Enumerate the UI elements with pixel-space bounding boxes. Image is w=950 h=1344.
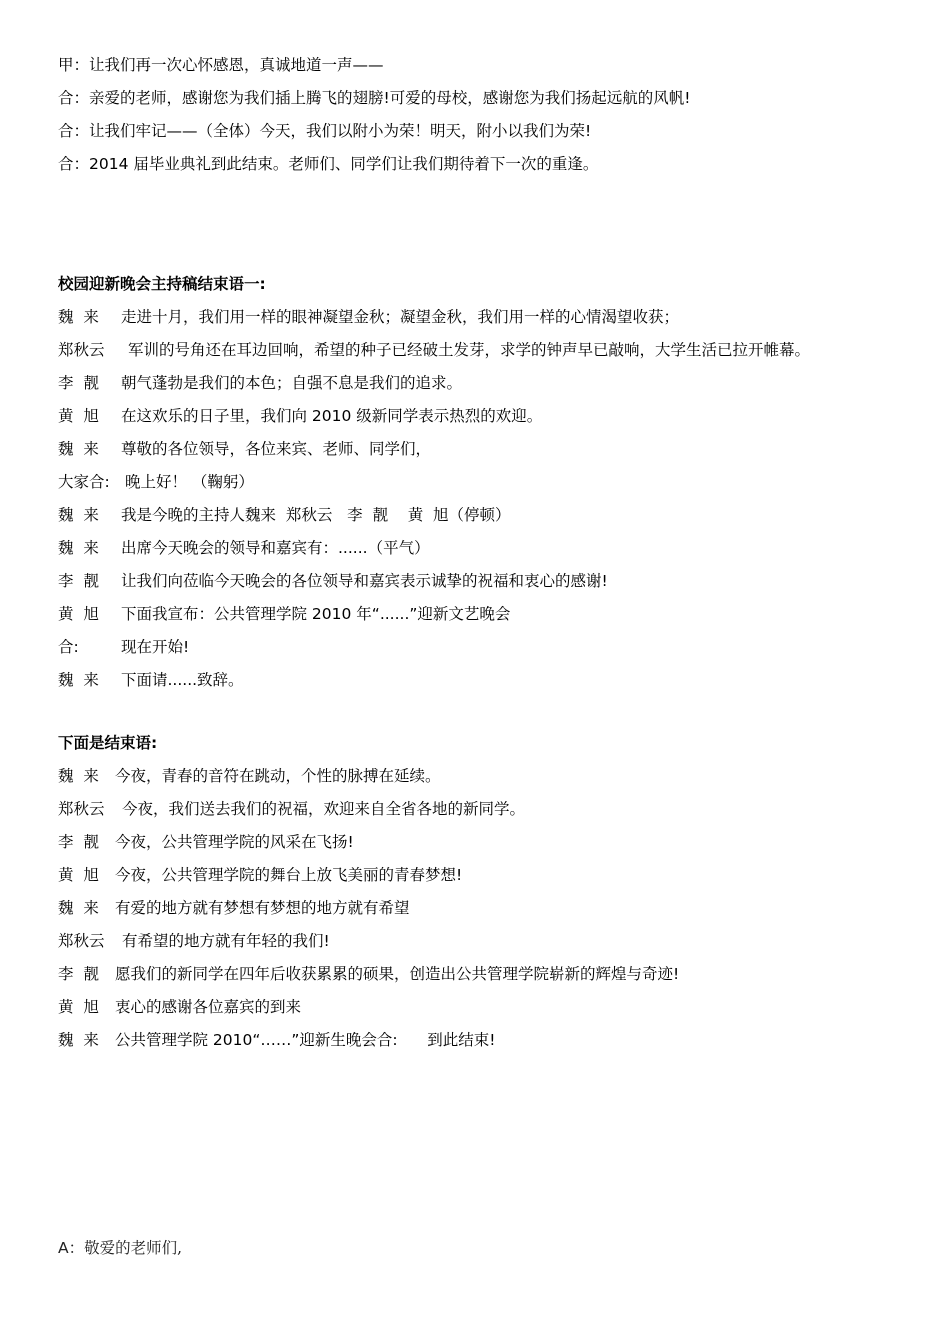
speaker-name: 魏 来 <box>58 671 99 689</box>
text-line: 合：让我们牢记——（全体）今天，我们以附小为荣！明天，附小以我们为荣! <box>58 122 592 140</box>
dialogue-line <box>58 571 608 591</box>
closing-line <box>58 1238 182 1258</box>
dialogue-text: 让我们向莅临今天晚会的各位领导和嘉宾表示诚挚的祝福和衷心的感谢! <box>121 572 608 590</box>
dialogue-line <box>58 670 244 690</box>
speaker-name: 魏 来 <box>58 440 99 458</box>
dialogue-text: 在这欢乐的日子里，我们向 2010 级新同学表示热烈的欢迎。 <box>121 407 543 425</box>
dialogue-text: 尊敬的各位领导，各位来宾、老师、同学们， <box>121 440 432 458</box>
speaker-name: 郑秋云 <box>58 800 105 818</box>
dialogue-line <box>58 439 431 459</box>
section-heading: 校园迎新晚会主持稿结束语一: <box>58 275 266 293</box>
dialogue-text: 下面请......致辞。 <box>121 671 244 689</box>
text-line: 合：2014 届毕业典礼到此结束。老师们、同学们让我们期待着下一次的重逢。 <box>58 155 599 173</box>
dialogue-line <box>58 898 410 918</box>
speaker-name: 魏 来 <box>58 539 99 557</box>
line-prefix: A： <box>58 1239 85 1257</box>
speaker-name: 大家合: <box>58 473 110 491</box>
dialogue-line <box>58 997 301 1017</box>
dialogue-line <box>58 832 354 852</box>
dialogue-text: 出席今天晚会的领导和嘉宾有：......（平气） <box>121 539 430 557</box>
dialogue-text: 有爱的地方就有梦想有梦想的地方就有希望 <box>115 899 410 917</box>
dialogue-text: 有希望的地方就有年轻的我们! <box>122 932 330 950</box>
dialogue-text: 现在开始! <box>121 638 190 656</box>
dialogue-line <box>58 340 810 360</box>
speaker-name: 李 靓 <box>58 833 99 851</box>
dialogue-line <box>58 865 462 885</box>
dialogue-text: 下面我宣布：公共管理学院 2010 年“......”迎新文艺晚会 <box>121 605 511 623</box>
speaker-name: 郑秋云 <box>58 341 105 359</box>
dialogue-text: 愿我们的新同学在四年后收获累累的硕果，创造出公共管理学院崭新的辉煌与奇迹! <box>115 965 680 983</box>
speaker-name: 黄 旭 <box>58 605 99 623</box>
text-line: 甲：让我们再一次心怀感恩，真诚地道一声—— <box>58 56 384 74</box>
dialogue-text: 走进十月，我们用一样的眼神凝望金秋；凝望金秋，我们用一样的心情渴望收获； <box>121 308 680 326</box>
speaker-name: 李 靓 <box>58 572 99 590</box>
closing-text: 敬爱的老师们, <box>84 1239 183 1257</box>
speaker-name: 魏 来 <box>58 506 99 524</box>
dialogue-line <box>58 406 542 426</box>
dialogue-text: 晚上好！ （鞠躬） <box>125 473 254 491</box>
dialogue-line <box>58 538 430 558</box>
dialogue-line <box>58 604 510 624</box>
speaker-name: 魏 来 <box>58 308 99 326</box>
dialogue-line <box>58 637 189 657</box>
dialogue-text: 今夜，我们送去我们的祝福，欢迎来自全省各地的新同学。 <box>122 800 526 818</box>
dialogue-line <box>58 505 511 525</box>
text-line: 合：亲爱的老师，感谢您为我们插上腾飞的翅膀!可爱的母校，感谢您为我们扬起远航的风帆! <box>58 89 691 107</box>
dialogue-line <box>58 472 254 492</box>
dialogue-line <box>58 307 679 327</box>
speaker-name: 黄 旭 <box>58 998 99 1016</box>
dialogue-text: 我是今晚的主持人魏来 郑秋云 李 靓 黄 旭（停顿） <box>121 506 511 524</box>
speaker-name: 魏 来 <box>58 767 99 785</box>
speaker-name: 郑秋云 <box>58 932 105 950</box>
dialogue-text: 朝气蓬勃是我们的本色；自强不息是我们的追求。 <box>121 374 463 392</box>
speaker-name: 合: <box>58 638 79 656</box>
dialogue-text: 军训的号角还在耳边回响，希望的种子已经破土发芽，求学的钟声早已敲响，大学生活已拉开帷幕。 <box>128 341 811 359</box>
speaker-name: 魏 来 <box>58 1031 99 1049</box>
dialogue-line <box>58 799 525 819</box>
dialogue-line <box>58 766 441 786</box>
dialogue-text: 今夜，青春的音符在跳动，个性的脉搏在延续。 <box>115 767 441 785</box>
dialogue-line <box>58 1030 495 1050</box>
speaker-name: 黄 旭 <box>58 866 99 884</box>
speaker-name: 李 靓 <box>58 965 99 983</box>
dialogue-text: 衷心的感谢各位嘉宾的到来 <box>115 998 302 1016</box>
speaker-name: 黄 旭 <box>58 407 99 425</box>
dialogue-text: 公共管理学院 2010“……”迎新生晚会合: 到此结束! <box>115 1031 496 1049</box>
dialogue-line <box>58 373 462 393</box>
speaker-name: 魏 来 <box>58 899 99 917</box>
dialogue-text: 今夜，公共管理学院的风采在飞扬! <box>115 833 354 851</box>
speaker-name: 李 靓 <box>58 374 99 392</box>
section-heading: 下面是结束语: <box>58 734 158 752</box>
dialogue-line <box>58 964 679 984</box>
dialogue-text: 今夜，公共管理学院的舞台上放飞美丽的青春梦想! <box>115 866 463 884</box>
dialogue-line <box>58 931 330 951</box>
